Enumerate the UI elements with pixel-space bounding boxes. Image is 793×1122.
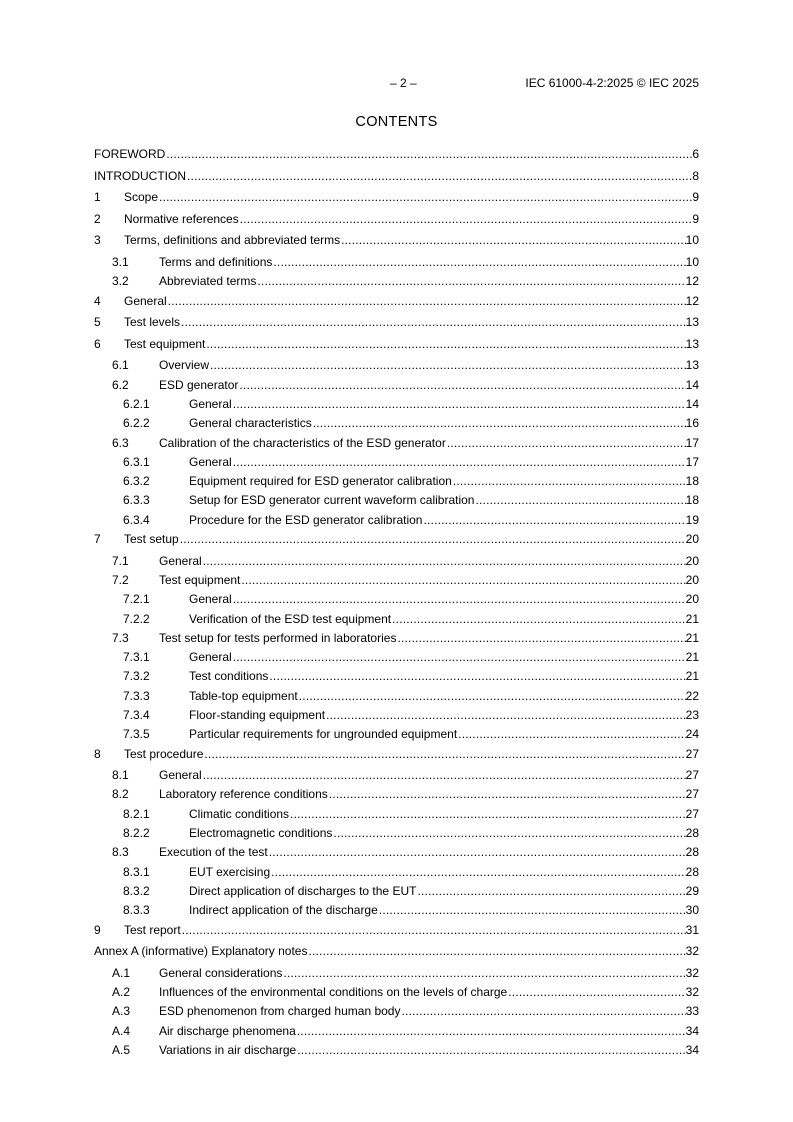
toc-entry-number: 6.3 bbox=[112, 435, 129, 450]
dot-leader bbox=[273, 255, 685, 269]
dot-leader bbox=[233, 455, 686, 469]
toc-entry[interactable] bbox=[94, 169, 699, 191]
toc-entry-number: 7.3.4 bbox=[123, 707, 150, 722]
toc-entry-page: 16 bbox=[685, 416, 699, 431]
toc-entry-title: Annex A (informative) Explanatory notes bbox=[94, 944, 308, 959]
dot-leader bbox=[180, 532, 686, 546]
toc-entry-page: 27 bbox=[685, 768, 699, 783]
toc-entry[interactable] bbox=[94, 554, 699, 573]
dot-leader bbox=[203, 768, 686, 782]
dot-leader bbox=[379, 903, 686, 917]
toc-entry-page: 13 bbox=[685, 336, 699, 351]
toc-entry-page: 34 bbox=[685, 1042, 699, 1057]
toc-entry[interactable] bbox=[94, 147, 699, 169]
dot-leader bbox=[401, 1004, 685, 1018]
dot-leader bbox=[159, 190, 692, 204]
toc-entry-number: A.5 bbox=[112, 1042, 131, 1057]
dot-leader bbox=[233, 650, 686, 664]
dot-leader bbox=[233, 592, 686, 606]
dot-leader bbox=[182, 923, 686, 937]
toc-entry-number: 8.3.3 bbox=[123, 903, 150, 918]
toc-entry[interactable] bbox=[94, 274, 699, 293]
dot-leader bbox=[308, 944, 685, 958]
toc-entry[interactable] bbox=[94, 966, 699, 985]
toc-entry[interactable] bbox=[94, 884, 699, 903]
toc-entry-title: Climatic conditions bbox=[189, 806, 290, 821]
toc-entry[interactable] bbox=[94, 1043, 699, 1062]
dot-leader bbox=[326, 708, 686, 722]
toc-entry-title: General bbox=[124, 293, 167, 308]
toc-entry-number: A.2 bbox=[112, 985, 131, 1000]
toc-entry-page: 10 bbox=[685, 254, 699, 269]
toc-entry-title: FOREWORD bbox=[94, 147, 166, 161]
toc-entry-title: INTRODUCTION bbox=[94, 168, 186, 183]
toc-entry-number: 7.2.1 bbox=[123, 592, 150, 607]
toc-entry-title: Electromagnetic conditions bbox=[189, 826, 333, 841]
toc-entry-page: 21 bbox=[685, 630, 699, 645]
toc-entry[interactable] bbox=[94, 358, 699, 377]
toc-entry-number: 8.3.2 bbox=[123, 883, 150, 898]
toc-entry[interactable] bbox=[94, 416, 699, 435]
toc-entry-number: 7.3.3 bbox=[123, 688, 150, 703]
toc-entry[interactable] bbox=[94, 985, 699, 1004]
toc-entry[interactable] bbox=[94, 807, 699, 826]
dot-leader bbox=[458, 727, 685, 741]
toc-entry-page: 34 bbox=[685, 1023, 699, 1038]
toc-entry-title: Table-top equipment bbox=[189, 688, 298, 703]
toc-entry-title: Abbreviated terms bbox=[159, 274, 257, 289]
toc-entry[interactable] bbox=[94, 787, 699, 806]
toc-entry[interactable] bbox=[94, 294, 699, 316]
toc-entry[interactable] bbox=[94, 513, 699, 532]
toc-entry[interactable] bbox=[94, 747, 699, 769]
dot-leader bbox=[475, 493, 685, 507]
toc-entry-page: 20 bbox=[685, 592, 699, 607]
toc-entry-title: Terms, definitions and abbreviated terms bbox=[124, 233, 341, 248]
toc-entry-page: 32 bbox=[685, 944, 699, 959]
dot-leader bbox=[233, 397, 686, 411]
toc-entry[interactable] bbox=[94, 768, 699, 787]
toc-entry-page: 31 bbox=[685, 922, 699, 937]
dot-leader bbox=[392, 612, 686, 626]
toc-entry-page: 29 bbox=[685, 883, 699, 898]
toc-entry-number: 3 bbox=[94, 233, 101, 248]
toc-entry-page: 9 bbox=[692, 211, 699, 226]
toc-entry[interactable] bbox=[94, 337, 699, 359]
toc-entry-number: 1 bbox=[94, 190, 101, 205]
toc-entry-number: 8.2.1 bbox=[123, 806, 150, 821]
toc-entry-number: 6.2 bbox=[112, 377, 129, 392]
toc-entry-page: 28 bbox=[685, 845, 699, 860]
toc-entry[interactable] bbox=[94, 923, 699, 945]
toc-entry-number: 8.2.2 bbox=[123, 826, 150, 841]
toc-entry-number: 9 bbox=[94, 922, 101, 937]
toc-entry-page: 14 bbox=[685, 377, 699, 392]
toc-entry[interactable] bbox=[94, 865, 699, 884]
toc-entry-page: 13 bbox=[685, 315, 699, 330]
toc-entry-title: Procedure for the ESD generator calibration bbox=[189, 512, 423, 527]
toc-entry-title: General bbox=[189, 592, 232, 607]
toc-entry-page: 21 bbox=[685, 611, 699, 626]
toc-entry-title: Verification of the ESD test equipment bbox=[189, 611, 392, 626]
document-reference: IEC 61000-4-2:2025 © IEC 2025 bbox=[525, 76, 699, 90]
toc-entry[interactable] bbox=[94, 474, 699, 493]
dot-leader bbox=[299, 689, 686, 703]
toc-entry[interactable] bbox=[94, 255, 699, 274]
toc-entry-number: 5 bbox=[94, 315, 101, 330]
toc-entry-page: 17 bbox=[685, 435, 699, 450]
toc-entry[interactable] bbox=[94, 708, 699, 727]
dot-leader bbox=[453, 474, 686, 488]
toc-entry-number: 6.1 bbox=[112, 358, 129, 373]
toc-entry-number: 8.2 bbox=[112, 787, 129, 802]
toc-entry-title: Execution of the test bbox=[159, 845, 268, 860]
toc-entry[interactable] bbox=[94, 532, 699, 554]
toc-entry[interactable] bbox=[94, 190, 699, 212]
toc-entry-title: General characteristics bbox=[189, 416, 312, 431]
toc-entry-page: 32 bbox=[685, 985, 699, 1000]
toc-entry[interactable] bbox=[94, 573, 699, 592]
toc-entry-page: 9 bbox=[692, 190, 699, 205]
toc-entry-title: Test equipment bbox=[159, 572, 241, 587]
toc-entry-title: Test procedure bbox=[124, 746, 204, 761]
toc-entry-title: General considerations bbox=[159, 965, 283, 980]
toc-entry-title: Variations in air discharge bbox=[159, 1042, 297, 1057]
toc-entry-number: A.3 bbox=[112, 1004, 131, 1019]
dot-leader bbox=[240, 212, 693, 226]
toc-entry-page: 20 bbox=[685, 572, 699, 587]
toc-entry[interactable] bbox=[94, 650, 699, 669]
dot-leader bbox=[269, 845, 686, 859]
toc-entry-title: Test equipment bbox=[124, 336, 206, 351]
toc-entry[interactable] bbox=[94, 436, 699, 455]
toc-entry-page: 32 bbox=[685, 965, 699, 980]
dot-leader bbox=[257, 274, 685, 288]
toc-entry-number: 7 bbox=[94, 532, 101, 547]
toc-entry-number: 7.3.1 bbox=[123, 650, 150, 665]
toc-entry[interactable] bbox=[94, 612, 699, 631]
toc-entry[interactable] bbox=[94, 631, 699, 650]
toc-entry-page: 17 bbox=[685, 454, 699, 469]
toc-entry-page: 19 bbox=[685, 512, 699, 527]
toc-entry-title: Air discharge phenomena bbox=[159, 1023, 296, 1038]
toc-entry-page: 22 bbox=[685, 688, 699, 703]
toc-entry-number: 6.3.3 bbox=[123, 493, 150, 508]
toc-entry-number: 7.3.2 bbox=[123, 669, 150, 684]
dot-leader bbox=[271, 865, 686, 879]
toc-entry[interactable] bbox=[94, 315, 699, 337]
dot-leader bbox=[204, 747, 685, 761]
dot-leader bbox=[206, 337, 685, 351]
toc-entry[interactable] bbox=[94, 826, 699, 845]
toc-entry-title: Influences of the environmental conditions on the levels of charge bbox=[159, 985, 508, 1000]
toc-entry-title: Particular requirements for ungrounded equipment bbox=[189, 727, 458, 742]
dot-leader bbox=[297, 1043, 685, 1057]
page-number: – 2 – bbox=[390, 76, 417, 90]
toc-entry[interactable] bbox=[94, 1024, 699, 1043]
toc-entry[interactable] bbox=[94, 493, 699, 512]
toc-entry-number: 6.3.1 bbox=[123, 454, 150, 469]
dot-leader bbox=[329, 787, 686, 801]
toc-entry[interactable] bbox=[94, 1004, 699, 1023]
toc-entry-page: 27 bbox=[685, 787, 699, 802]
toc-entry-number: 6 bbox=[94, 336, 101, 351]
toc-entry[interactable] bbox=[94, 233, 699, 255]
dot-leader bbox=[333, 826, 685, 840]
toc-entry-title: EUT exercising bbox=[189, 864, 271, 879]
toc-entry-page: 33 bbox=[685, 1004, 699, 1019]
toc-entry-number: 6.2.2 bbox=[123, 416, 150, 431]
dot-leader bbox=[283, 966, 685, 980]
toc-entry-number: 3.1 bbox=[112, 254, 129, 269]
toc-entry[interactable] bbox=[94, 455, 699, 474]
dot-leader bbox=[241, 573, 685, 587]
toc-entry-number: 7.2 bbox=[112, 572, 129, 587]
toc-entry-number: 6.3.4 bbox=[123, 512, 150, 527]
toc-entry-page: 12 bbox=[685, 274, 699, 289]
toc-entry-title: Indirect application of the discharge bbox=[189, 903, 378, 918]
toc-entry-number: 6.3.2 bbox=[123, 474, 150, 489]
toc-entry[interactable] bbox=[94, 669, 699, 688]
dot-leader bbox=[447, 436, 686, 450]
toc-entry[interactable] bbox=[94, 689, 699, 708]
page-header bbox=[94, 76, 699, 92]
toc-entry-page: 27 bbox=[685, 806, 699, 821]
toc-entry-page: 23 bbox=[685, 707, 699, 722]
toc-entry-page: 21 bbox=[685, 650, 699, 665]
dot-leader bbox=[239, 378, 685, 392]
toc-entry-number: 4 bbox=[94, 293, 101, 308]
toc-entry[interactable] bbox=[94, 378, 699, 397]
toc-entry-title: Test setup bbox=[124, 532, 179, 547]
toc-entry-number: 7.3.5 bbox=[123, 727, 150, 742]
toc-entry-title: General bbox=[189, 454, 232, 469]
toc-entry[interactable] bbox=[94, 727, 699, 746]
contents-title: CONTENTS bbox=[355, 114, 438, 130]
toc-entry[interactable] bbox=[94, 592, 699, 611]
toc-entry-title: General bbox=[189, 396, 232, 411]
toc-entry-page: 8 bbox=[692, 168, 699, 183]
dot-leader bbox=[341, 233, 686, 247]
dot-leader bbox=[508, 985, 685, 999]
toc-entry-title: General bbox=[159, 768, 202, 783]
toc-entry-title: ESD generator bbox=[159, 377, 239, 392]
toc-entry-page: 18 bbox=[685, 474, 699, 489]
dot-leader bbox=[313, 416, 686, 430]
dot-leader bbox=[166, 147, 692, 161]
toc-entry-title: Floor-standing equipment bbox=[189, 707, 326, 722]
dot-leader bbox=[269, 669, 685, 683]
toc-entry-number: 2 bbox=[94, 211, 101, 226]
toc-entry-page: 12 bbox=[685, 293, 699, 308]
toc-entry-title: General bbox=[189, 650, 232, 665]
toc-entry[interactable] bbox=[94, 397, 699, 416]
toc-entry-number: 7.1 bbox=[112, 553, 129, 568]
toc-entry-number: 8.1 bbox=[112, 768, 129, 783]
toc-entry-number: 6.2.1 bbox=[123, 396, 150, 411]
toc-entry-page: 20 bbox=[685, 532, 699, 547]
toc-entry-number: 8 bbox=[94, 746, 101, 761]
dot-leader bbox=[210, 358, 686, 372]
toc-entry[interactable] bbox=[94, 944, 699, 966]
toc-entry-page: 13 bbox=[685, 358, 699, 373]
toc-entry-number: 3.2 bbox=[112, 274, 129, 289]
toc-entry-title: Test conditions bbox=[189, 669, 269, 684]
toc-entry-page: 14 bbox=[685, 396, 699, 411]
dot-leader bbox=[397, 631, 685, 645]
toc-entry-title: Setup for ESD generator current waveform calibration bbox=[189, 493, 475, 508]
toc-entry-title: Test report bbox=[124, 922, 181, 937]
toc-entry-title: Test levels bbox=[124, 315, 181, 330]
toc-entry-number: A.4 bbox=[112, 1023, 131, 1038]
toc-entry-title: ESD phenomenon from charged human body bbox=[159, 1004, 401, 1019]
toc-entry-page: 24 bbox=[685, 727, 699, 742]
toc-entry[interactable] bbox=[94, 212, 699, 234]
toc-entry-page: 30 bbox=[685, 903, 699, 918]
toc-entry-title: Equipment required for ESD generator calibration bbox=[189, 474, 452, 489]
toc-entry-number: 8.3 bbox=[112, 845, 129, 860]
toc-entry-title: Laboratory reference conditions bbox=[159, 787, 328, 802]
toc-entry-number: A.1 bbox=[112, 965, 131, 980]
dot-leader bbox=[290, 807, 686, 821]
toc-entry-title: Terms and definitions bbox=[159, 254, 273, 269]
dot-leader bbox=[168, 294, 686, 308]
table-of-contents bbox=[94, 147, 699, 1062]
dot-leader bbox=[417, 884, 685, 898]
dot-leader bbox=[203, 554, 686, 568]
toc-entry[interactable] bbox=[94, 845, 699, 864]
toc-entry-number: 7.2.2 bbox=[123, 611, 150, 626]
toc-entry-page: 10 bbox=[685, 233, 699, 248]
dot-leader bbox=[181, 315, 686, 329]
toc-entry-page: 27 bbox=[685, 746, 699, 761]
toc-entry-page: 20 bbox=[685, 553, 699, 568]
toc-entry-title: Normative references bbox=[124, 211, 239, 226]
toc-entry-page: 28 bbox=[685, 826, 699, 841]
toc-entry-title: Calibration of the characteristics of the ESD generator bbox=[159, 435, 446, 450]
toc-entry-title: Overview bbox=[159, 358, 210, 373]
toc-entry-number: 7.3 bbox=[112, 630, 129, 645]
toc-entry-page: 21 bbox=[685, 669, 699, 684]
toc-entry-page: 28 bbox=[685, 864, 699, 879]
toc-entry-title: Test setup for tests performed in laboratories bbox=[159, 630, 397, 645]
dot-leader bbox=[423, 513, 685, 527]
toc-entry-number: 8.3.1 bbox=[123, 864, 150, 879]
dot-leader bbox=[187, 169, 692, 183]
toc-entry-page: 18 bbox=[685, 493, 699, 508]
toc-entry-title: General bbox=[159, 553, 202, 568]
toc-entry-title: Scope bbox=[124, 190, 159, 205]
toc-entry[interactable] bbox=[94, 903, 699, 922]
toc-entry-page: 6 bbox=[692, 147, 699, 161]
toc-entry-title: Direct application of discharges to the EUT bbox=[189, 883, 417, 898]
dot-leader bbox=[297, 1024, 686, 1038]
